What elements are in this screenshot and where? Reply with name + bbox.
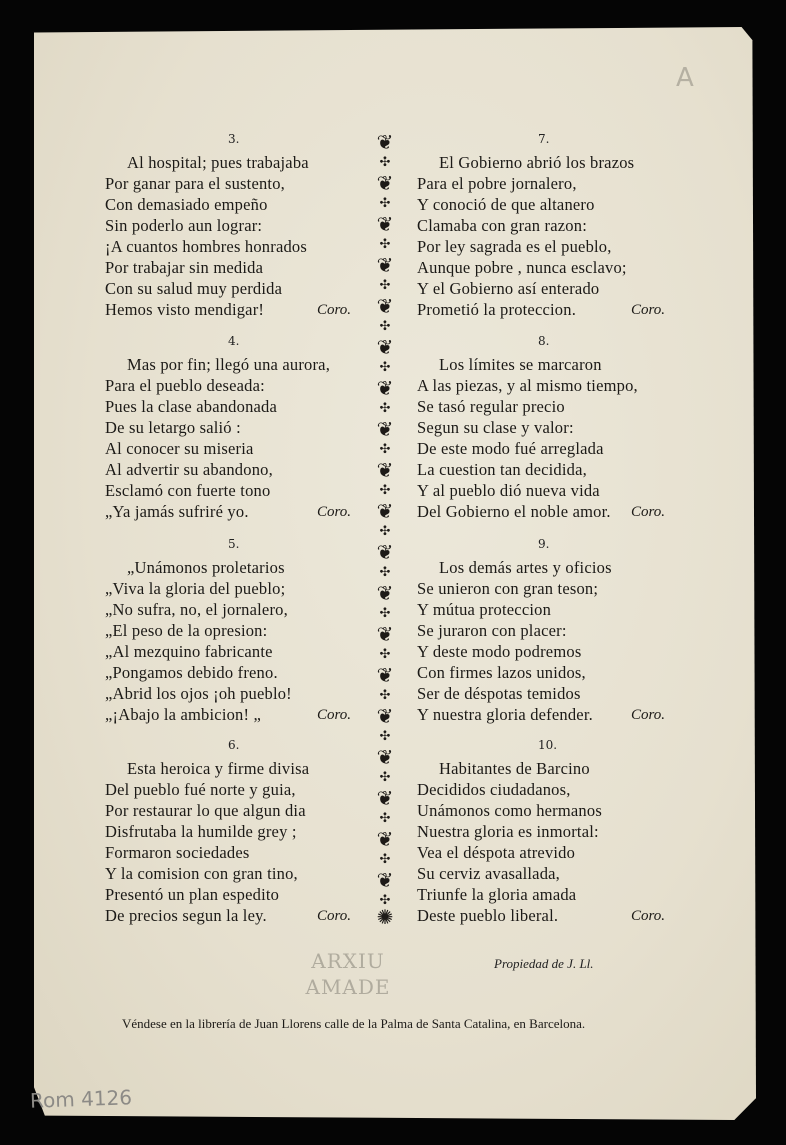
- verse-line: Decididos ciudadanos,: [417, 780, 571, 799]
- heart-ornament-icon: ❦: [376, 704, 394, 728]
- ornamental-divider: [368, 132, 402, 942]
- flower-ornament-icon: ✣: [379, 277, 391, 293]
- verse-line: Por ley sagrada es el pueblo,: [417, 237, 612, 256]
- stanza-number: 5.: [228, 537, 240, 551]
- verse-line: ¡A cuantos hombres honrados: [105, 237, 307, 256]
- chorus-marker: Coro.: [317, 707, 352, 723]
- chorus-marker: Coro.: [631, 302, 666, 318]
- verse-line: Habitantes de Barcino: [439, 759, 590, 778]
- verse-line: „Ya jamás sufriré yo.: [105, 502, 249, 521]
- stanza-number: 3.: [228, 132, 240, 146]
- stamp-line-2: AMADE: [305, 975, 391, 999]
- verse-line: Mas por fin; llegó una aurora,: [127, 355, 331, 374]
- verse-line: Vea el déspota atrevido: [417, 843, 576, 862]
- flower-ornament-icon: ✣: [379, 769, 391, 785]
- flower-ornament-icon: ✣: [379, 359, 391, 375]
- verse-line: A las piezas, y al mismo tiempo,: [417, 376, 638, 395]
- heart-ornament-icon: ❦: [376, 417, 394, 441]
- verse-line: De este modo fué arreglada: [417, 439, 604, 458]
- verse-line: Por restaurar lo que algun dia: [105, 801, 306, 820]
- verse-line: „Pongamos debido freno.: [105, 663, 278, 682]
- catalog-reference: Rom 4126: [29, 1085, 133, 1113]
- stanza-number: 8.: [538, 334, 550, 348]
- flower-ornament-icon: ✣: [379, 523, 391, 539]
- verse-line: Con demasiado empeño: [105, 195, 268, 214]
- heart-ornament-icon: ❦: [376, 253, 394, 277]
- verse-line: Esclamó con fuerte tono: [105, 481, 271, 500]
- chorus-marker: Coro.: [631, 707, 666, 723]
- verse-line: Al advertir su abandono,: [105, 460, 273, 479]
- chorus-marker: Coro.: [317, 504, 352, 520]
- heart-ornament-icon: ❦: [376, 171, 394, 195]
- flower-ornament-icon: ✣: [379, 810, 391, 826]
- verse-line: Los límites se marcaron: [439, 355, 602, 374]
- verse-line: Y nuestra gloria defender.: [417, 705, 593, 724]
- verse-line: Por trabajar sin medida: [105, 258, 264, 277]
- verse-line: La cuestion tan decidida,: [417, 460, 587, 479]
- verse-line: Su cerviz avasallada,: [417, 864, 561, 883]
- heart-ornament-icon: ❦: [376, 745, 394, 769]
- verse-line: Aunque pobre , nunca esclavo;: [417, 258, 627, 277]
- stanza-number: 10.: [538, 738, 558, 752]
- heart-ornament-icon: ❦: [376, 581, 394, 605]
- rosette-ornament-icon: ✺: [376, 905, 394, 929]
- verse-line: „Al mezquino fabricante: [105, 642, 273, 661]
- verse-line: Se tasó regular precio: [417, 397, 565, 416]
- verse-line: „No sufra, no, el jornalero,: [105, 600, 288, 619]
- verse-line: De precios segun la ley.: [105, 906, 267, 925]
- stanza-number: 9.: [538, 537, 550, 551]
- verse-line: Triunfe la gloria amada: [417, 885, 577, 904]
- verse-line: Y al pueblo dió nueva vida: [417, 481, 600, 500]
- verse-line: Por ganar para el sustento,: [105, 174, 285, 193]
- heart-ornament-icon: ❦: [376, 130, 394, 154]
- verse-line: De su letargo salió :: [105, 418, 241, 437]
- verse-line: Formaron sociedades: [105, 843, 250, 862]
- verse-line: „Viva la gloria del pueblo;: [105, 579, 286, 598]
- flower-ornament-icon: ✣: [379, 154, 391, 170]
- verse-line: Se unieron con gran teson;: [417, 579, 599, 598]
- heart-ornament-icon: ❦: [376, 294, 394, 318]
- stanza-number: 7.: [538, 132, 550, 146]
- verse-line: Para el pobre jornalero,: [417, 174, 577, 193]
- verse-line: „El peso de la opresion:: [105, 621, 268, 640]
- verse-line: Presentó un plan espedito: [105, 885, 280, 904]
- verse-line: El Gobierno abrió los brazos: [439, 153, 635, 172]
- verse-line: Y deste modo podremos: [417, 642, 582, 661]
- chorus-marker: Coro.: [631, 908, 666, 924]
- heart-ornament-icon: ❦: [376, 335, 394, 359]
- heart-ornament-icon: ❦: [376, 540, 394, 564]
- heart-ornament-icon: ❦: [376, 827, 394, 851]
- flower-ornament-icon: ✣: [379, 851, 391, 867]
- verse-line: Nuestra gloria es inmortal:: [417, 822, 599, 841]
- heart-ornament-icon: ❦: [376, 376, 394, 400]
- verse-line: Deste pueblo liberal.: [417, 906, 559, 925]
- verse-line: Ser de déspotas temidos: [417, 684, 581, 703]
- heart-ornament-icon: ❦: [376, 663, 394, 687]
- verse-line: Para el pueblo deseada:: [105, 376, 265, 395]
- verse-line: Y la comision con gran tino,: [105, 864, 298, 883]
- imprint-line: Véndese en la librería de Juan Llorens calle de la Palma de Santa Catalina, en Barcelona.: [122, 1016, 586, 1031]
- verse-line: Clamaba con gran razon:: [417, 216, 587, 235]
- verse-line: Unámonos como hermanos: [417, 801, 602, 820]
- flower-ornament-icon: ✣: [379, 195, 391, 211]
- archive-stamp: [292, 948, 404, 1012]
- verse-line: Hemos visto mendigar!: [105, 300, 265, 319]
- verse-line: Al conocer su miseria: [105, 439, 254, 458]
- verse-line: Del Gobierno el noble amor.: [417, 502, 611, 521]
- flower-ornament-icon: ✣: [379, 236, 391, 252]
- verse-line: Se juraron con placer:: [417, 621, 567, 640]
- heart-ornament-icon: ❦: [376, 786, 394, 810]
- flower-ornament-icon: ✣: [379, 646, 391, 662]
- verse-line: Los demás artes y oficios: [439, 558, 612, 577]
- property-note: Propiedad de J. Ll.: [494, 956, 594, 971]
- verse-line: Con firmes lazos unidos,: [417, 663, 586, 682]
- flower-ornament-icon: ✣: [379, 728, 391, 744]
- flower-ornament-icon: ✣: [379, 441, 391, 457]
- flower-ornament-icon: ✣: [379, 400, 391, 416]
- heart-ornament-icon: ❦: [376, 212, 394, 236]
- verse-line: Sin poderlo aun lograr:: [105, 216, 263, 235]
- verse-line: Segun su clase y valor:: [417, 418, 574, 437]
- stamp-line-1: ARXIU: [311, 949, 385, 973]
- stanza-number: 4.: [228, 334, 240, 348]
- verse-line: Disfrutaba la humilde grey ;: [105, 822, 297, 841]
- verse-line: „Unámonos proletarios: [127, 558, 285, 577]
- verse-line: Del pueblo fué norte y guia,: [105, 780, 296, 799]
- heart-ornament-icon: ❦: [376, 499, 394, 523]
- flower-ornament-icon: ✣: [379, 892, 391, 908]
- flower-ornament-icon: ✣: [379, 318, 391, 334]
- flower-ornament-icon: ✣: [379, 564, 391, 580]
- chorus-marker: Coro.: [317, 302, 352, 318]
- verse-line: Al hospital; pues trabajaba: [127, 153, 309, 172]
- verse-line: Prometió la proteccion.: [417, 300, 577, 319]
- verse-line: „¡Abajo la ambicion! „: [105, 705, 262, 724]
- verse-line: Pues la clase abandonada: [105, 397, 278, 416]
- chorus-marker: Coro.: [317, 908, 352, 924]
- heart-ornament-icon: ❦: [376, 868, 394, 892]
- flower-ornament-icon: ✣: [379, 605, 391, 621]
- verse-line: Con su salud muy perdida: [105, 279, 283, 298]
- heart-ornament-icon: ❦: [376, 458, 394, 482]
- verse-line: Y el Gobierno así enterado: [417, 279, 600, 298]
- stanza-number: 6.: [228, 738, 240, 752]
- verse-line: Y mútua proteccion: [417, 600, 552, 619]
- chorus-marker: Coro.: [631, 504, 666, 520]
- flower-ornament-icon: ✣: [379, 687, 391, 703]
- verse-line: Esta heroica y firme divisa: [127, 759, 310, 778]
- pencil-corner-mark: A: [676, 63, 694, 93]
- heart-ornament-icon: ❦: [376, 622, 394, 646]
- verse-line: Y conoció de que altanero: [417, 195, 595, 214]
- verse-line: „Abrid los ojos ¡oh pueblo!: [105, 684, 292, 703]
- flower-ornament-icon: ✣: [379, 482, 391, 498]
